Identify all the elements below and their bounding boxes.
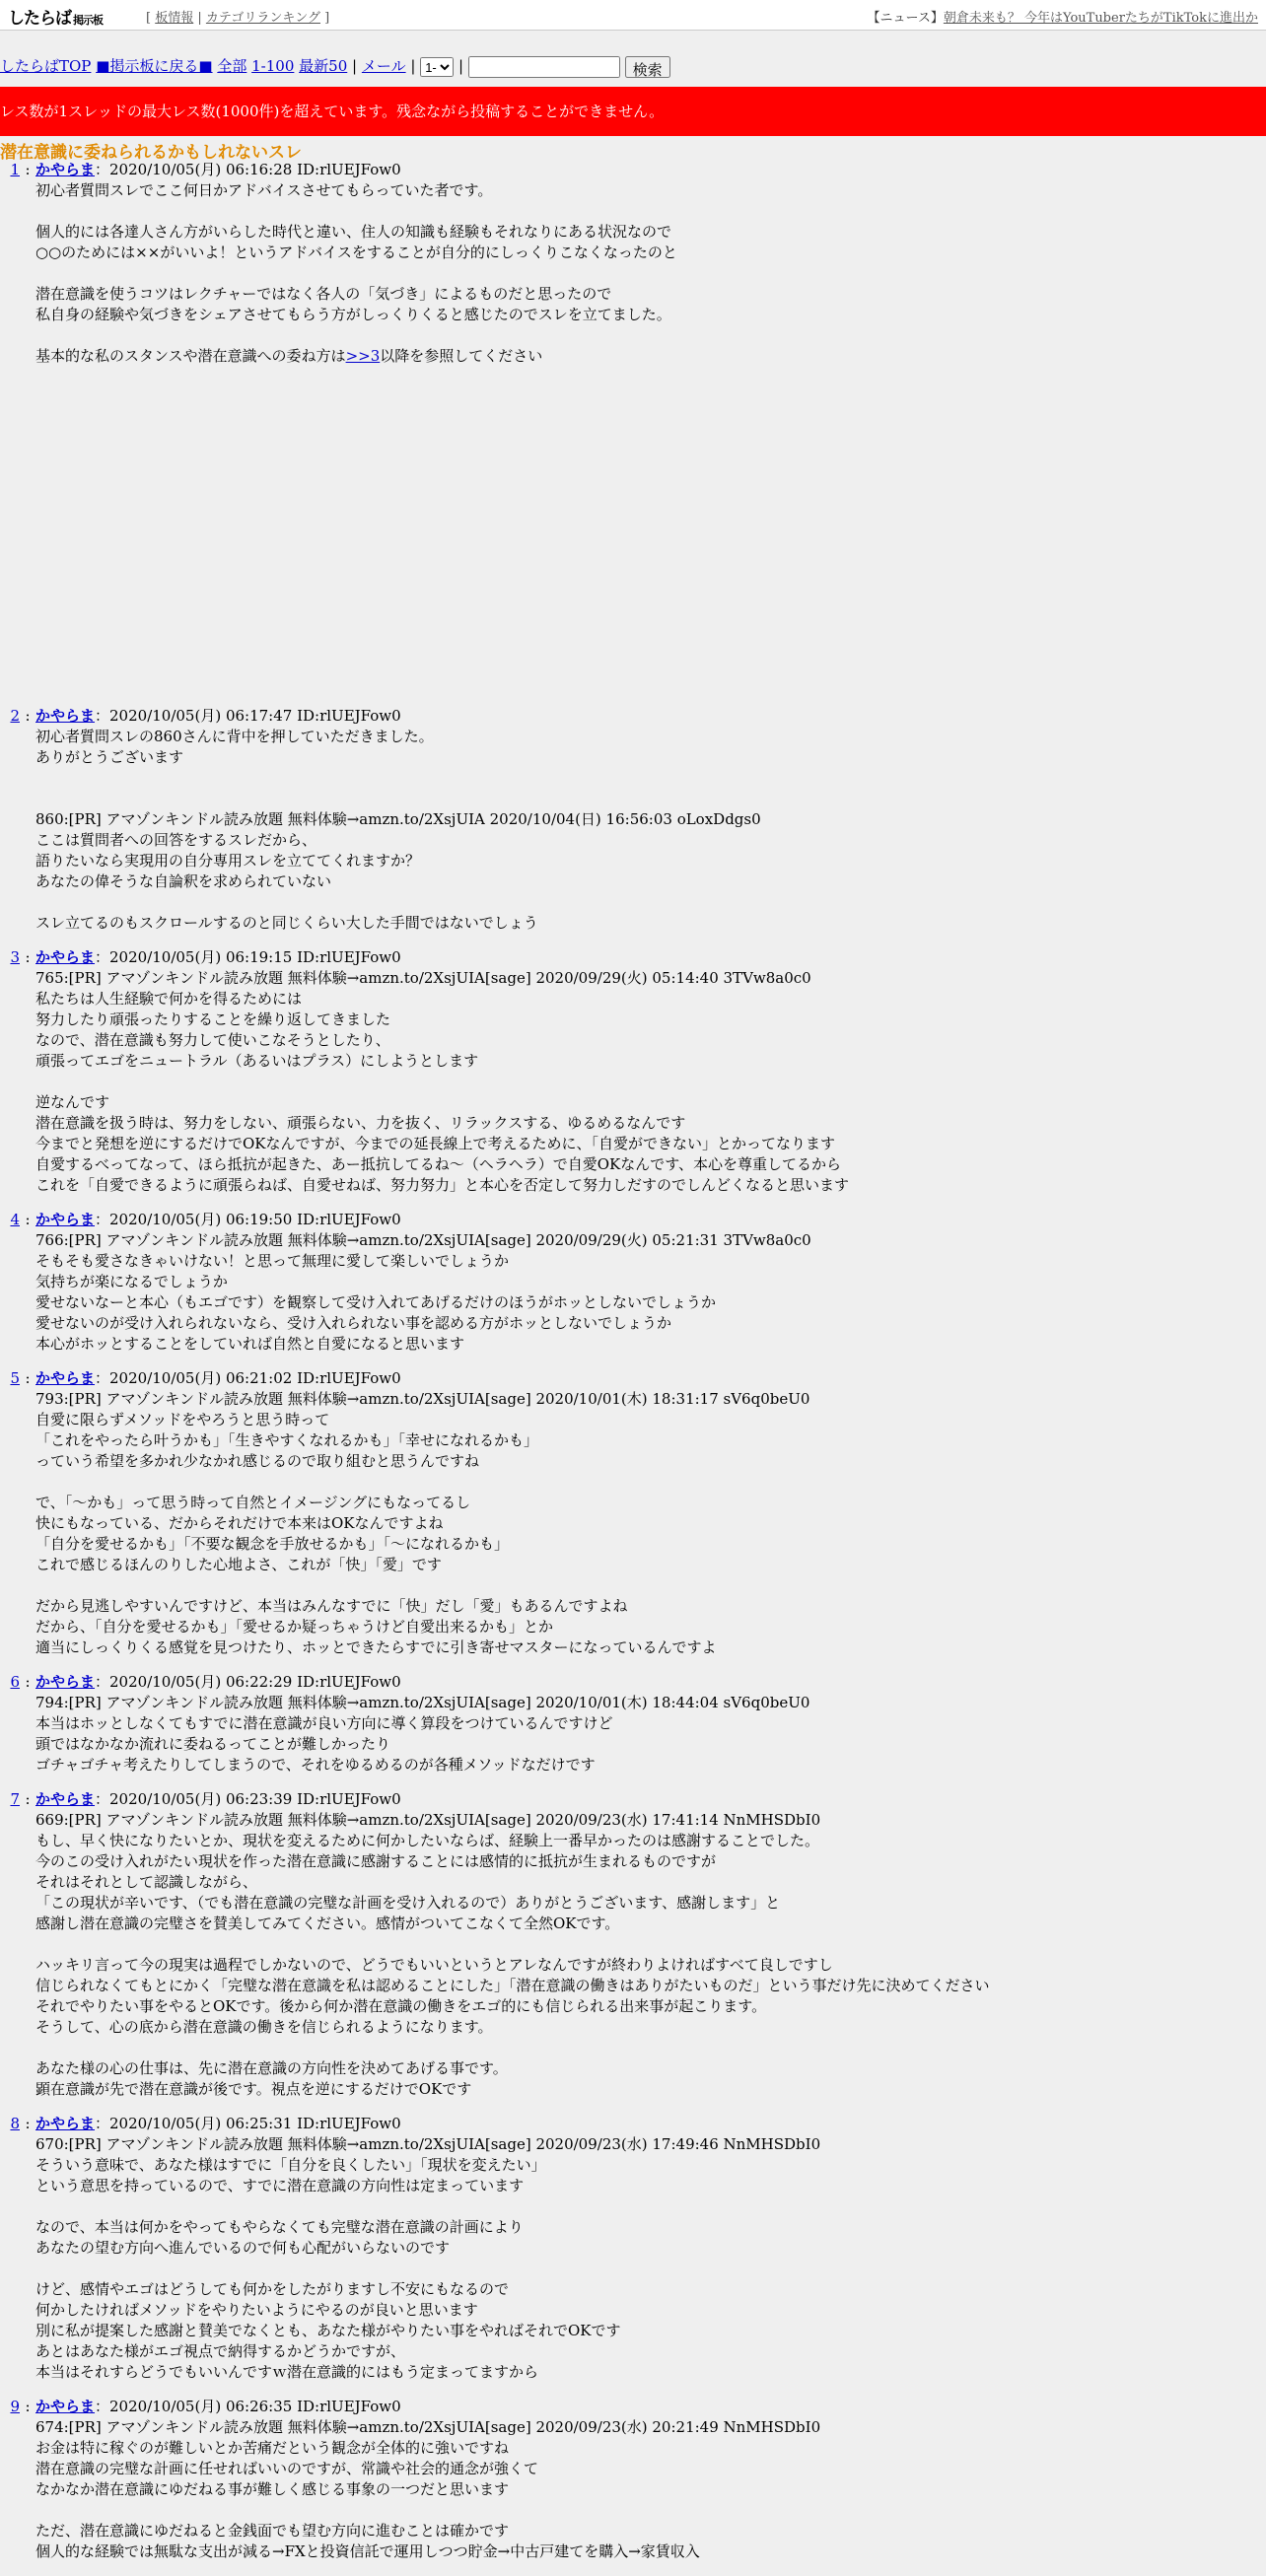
post-body: 670:[PR] アマゾンキンドル読み放題 無料体験→amzn.to/2XsjUIA[sage] 2020/09/23(水) 17:49:46 NnMHSDbI0 そういう意味で、あなた様はすでに「自分を良くしたい」「現状を変えたい」 という意思を持っているので、すでに潜在意識の方向性は定まっています なので、本当は何かをやってもやらなくても完璧な潜在意識の計画により あなたの望む方向へ進んでいるので何も心配がいらないのです けど、感情やエゴはどうしても何かをしたがりますし不安にもなるので 何かしたければメソッドをやりたいようにやるのが良いと思います 別に私が提案した感謝と賛美でなくとも、あなた様がやりたい事をやればそれでOKです あとはあなた様がエゴ視点で納得するかどうかですが、 本当はそれすらどうでもいいんですｗ潜在意識的にはもう定まってますから (35, 2135, 821, 2381)
nav-board-info[interactable]: 板情報 (155, 11, 194, 26)
post-meta: ：2020/10/05(月) 06:22:29 ID:rlUEJFow0 (95, 1673, 401, 1691)
post-author[interactable]: かやらま (35, 2115, 96, 2132)
post-header (0, 1210, 1266, 1230)
post-header (0, 160, 1266, 180)
post-colon: : (25, 948, 31, 966)
post-body: 793:[PR] アマゾンキンドル読み放題 無料体験→amzn.to/2XsjUIA[sage] 2020/10/01(木) 18:31:17 sV6q0beU0 自愛に限らずメソッドをやろうと思う時って 「これをやったら叶うかも」「生きやすくなれるかも」「幸せになれるかも」 っていう希望を多かれ少なかれ感じるので取り組むと思うんですね で、「～かも」って思う時って自然とイメージングにもなってるし 快にもなっている、だからそれだけで本来はOKなんですよね 「自分を愛せるかも」「不要な観念を手放せるかも」「～になれるかも」 これで感じるほんのりした心地よさ、これが「快」「愛」です だから見逃しやすいんですけど、本当はみんなすでに「快」だし「愛」もあるんですよね だから、「自分を愛せるかも」「愛せるか疑っちゃうけど自愛出来るかも」とか 適当にしっくりくる感覚を見つけたり、ホッとできたらすでに引き寄せマスターになっているんですよ (35, 1390, 810, 1656)
post-colon: : (25, 1369, 31, 1387)
post-meta: ：2020/10/05(月) 06:17:47 ID:rlUEJFow0 (95, 707, 401, 725)
post-author[interactable]: かやらま (35, 161, 96, 178)
nav-separator: | (457, 57, 464, 75)
post-header (0, 1672, 1266, 1693)
news-ticker (868, 7, 1259, 26)
post-header (0, 706, 1266, 727)
post-header (0, 1368, 1266, 1389)
post-colon: : (25, 161, 31, 178)
post-header (0, 1789, 1266, 1810)
post-body (35, 180, 1266, 367)
site-logo[interactable] (8, 4, 103, 29)
post-header (0, 947, 1266, 968)
post-author[interactable]: かやらま (35, 948, 96, 966)
post-meta: ：2020/10/05(月) 06:26:35 ID:rlUEJFow0 (95, 2398, 401, 2415)
thread-nav (0, 55, 670, 78)
post-meta: ：2020/10/05(月) 06:21:02 ID:rlUEJFow0 (95, 1369, 401, 1387)
post-author[interactable]: かやらま (35, 707, 96, 725)
post-author[interactable]: かやらま (35, 1211, 96, 1228)
post-text-tail: 以降を参照してください (380, 347, 543, 365)
thread-title: 潜在意識に委ねられるかもしれないスレ (0, 143, 302, 163)
post-meta: ：2020/10/05(月) 06:23:39 ID:rlUEJFow0 (95, 1790, 401, 1808)
post-body: 669:[PR] アマゾンキンドル読み放題 無料体験→amzn.to/2XsjUIA[sage] 2020/09/23(水) 17:41:14 NnMHSDbI0 もし、早く快になりたいとか、現状を変えるために何かしたいならば、経験上一番早かったのは感謝することでした。 今のこの受け入れがたい現状を作った潜在意識に感謝することには感情的に抵抗が生まれるものですが それはそれとして認識しながら、 「この現状が辛いです、（でも潜在意識の完璧な計画を受け入れるので）ありがとうございます、感謝します」と 感謝し潜在意識の完璧さを賛美してみてください。感情がついてこなくて全然OKです。 ハッキリ言って今の現実は過程でしかないので、どうでもいいというとアレなんですが終わりよければすべて良しですし 信じられなくてもとにかく「完璧な潜在意識を私は認めることにした」「潜在意識の働きはありがたいものだ」という事だけ先に決めてください それでやりたい事をやるとOKです。後から何か潜在意識の働きをエゴ的にも信じられる出来事が起こります。 そうして、心の底から潜在意識の働きを信じられるようになります。 あなた様の心の仕事は、先に潜在意識の方向性を決めてあげる事です。 顕在意識が先で潜在意識が後です。視点を逆にするだけでOKです (35, 1811, 990, 2098)
post-colon: : (25, 2398, 31, 2415)
post-number[interactable]: 1 (10, 161, 20, 178)
post (0, 1368, 1266, 1658)
post-header (0, 2114, 1266, 2134)
logo-text: したらば (8, 9, 71, 29)
post-meta: ：2020/10/05(月) 06:19:50 ID:rlUEJFow0 (95, 1211, 401, 1228)
post (0, 2397, 1266, 2562)
nav-bracket-close: ] (324, 11, 330, 26)
post-author[interactable]: かやらま (35, 1673, 96, 1691)
post-list (0, 160, 1266, 2576)
post-body: 766:[PR] アマゾンキンドル読み放題 無料体験→amzn.to/2XsjUIA[sage] 2020/09/29(火) 05:21:31 3TVw8a0c0 そもそも愛さなきゃいけない！と思って無理に愛して楽しいでしょうか 気持ちが楽になるでしょうか 愛せないなーと本心（もエゴです）を観察して受け入れてあげるだけのほうがホッとしないでしょうか 愛せないのが受け入れられないなら、受け入れられない事を認める方がホッとしないでしょうか 本心がホッとすることをしていれば自然と自愛になると思います (35, 1231, 811, 1353)
post-meta: ：2020/10/05(月) 06:25:31 ID:rlUEJFow0 (95, 2115, 401, 2132)
ad-space (0, 367, 1266, 692)
post (0, 160, 1266, 692)
post-author[interactable]: かやらま (35, 2398, 96, 2415)
shitaraba-top-link[interactable]: したらばTOP (0, 57, 92, 75)
logo-subtext: 掲示板 (73, 14, 103, 27)
nav-bracket-open: [ (146, 11, 152, 26)
post-number[interactable]: 2 (10, 707, 20, 725)
all-posts-link[interactable]: 全部 (217, 57, 247, 75)
search-input[interactable] (468, 56, 620, 78)
post (0, 706, 1266, 934)
post (0, 2114, 1266, 2383)
latest-link[interactable]: 最新50 (299, 57, 348, 75)
top-bar (0, 0, 1266, 31)
nav-separator: | (410, 57, 416, 75)
anchor-link[interactable]: >>3 (345, 347, 381, 365)
post-colon: : (25, 1673, 31, 1691)
post-number[interactable]: 5 (10, 1369, 20, 1387)
post-body: 794:[PR] アマゾンキンドル読み放題 無料体験→amzn.to/2XsjUIA[sage] 2020/10/01(木) 18:44:04 sV6q0beU0 本当はホッとしなくてもすでに潜在意識が良い方向に導く算段をつけているんですけど 頭ではなかなか流れに委ねるってことが難しかったり ゴチャゴチャ考えたりしてしまうので、それをゆるめるのが各種メソッドなだけです (35, 1694, 810, 1774)
post (0, 1789, 1266, 2100)
search-button[interactable]: 検索 (625, 56, 670, 78)
post-text: 初心者質問スレでここ何日かアドバイスさせてもらっていた者です。 個人的には各達人さん方がいらした時代と違い、住人の知識も経験もそれなりにある状況なので ○○のためには××がいいよ！というアドバイスをすることが自分的にしっくりこなくなったのと 潜在意識を使うコツはレクチャーではなく各人の「気づき」によるものだと思ったので 私自身の経験や気づきをシェアさせてもらう方がしっくりくると感じたのでスレを立てました。 基本的な私のスタンスや潜在意識への委ね方は (35, 181, 677, 365)
post-colon: : (25, 2115, 31, 2132)
post-limit-alert: レス数が1スレッドの最大レス数(1000件)を超えています。残念ながら投稿することができません。 (0, 87, 1266, 136)
range-link[interactable]: 1-100 (251, 57, 295, 75)
mail-link[interactable]: メール (361, 57, 406, 75)
post-author[interactable]: かやらま (35, 1790, 96, 1808)
nav-separator: | (197, 11, 202, 26)
post-number[interactable]: 4 (10, 1211, 20, 1228)
news-link[interactable]: 朝倉未来も？ 今年はYouTuberたちがTikTokに進出か (943, 11, 1258, 26)
news-label: 【ニュース】 (867, 11, 944, 26)
post (0, 947, 1266, 1196)
post-number[interactable]: 6 (10, 1673, 20, 1691)
post-colon: : (25, 1211, 31, 1228)
post-colon: : (25, 707, 31, 725)
post-colon: : (25, 1790, 31, 1808)
post-number[interactable]: 8 (10, 2115, 20, 2132)
post-header (0, 2397, 1266, 2417)
post-number[interactable]: 3 (10, 948, 20, 966)
back-to-board-link[interactable]: ■掲示板に戻る■ (96, 57, 213, 75)
top-nav (146, 7, 329, 26)
post (0, 1672, 1266, 1775)
post-number[interactable]: 7 (10, 1790, 20, 1808)
post-number[interactable]: 9 (10, 2398, 20, 2415)
post-author[interactable]: かやらま (35, 1369, 96, 1387)
post-meta: ：2020/10/05(月) 06:16:28 ID:rlUEJFow0 (95, 161, 401, 178)
post-meta: ：2020/10/05(月) 06:19:15 ID:rlUEJFow0 (95, 948, 401, 966)
post-body: 674:[PR] アマゾンキンドル読み放題 無料体験→amzn.to/2XsjUIA[sage] 2020/09/23(水) 20:21:49 NnMHSDbI0 お金は特に稼ぐのが難しいとか苦痛だという観念が全体的に強いですね 潜在意識の完璧な計画に任せればいいのですが、常識や社会的通念が強くて なかなか潜在意識にゆだねる事が難しく感じる事象の一つだと思います ただ、潜在意識にゆだねると金銭面でも望む方向に進むことは確かです 個人的な経験では無駄な支出が減る→FXと投資信託で運用しつつ貯金→中古戸建てを購入→家賃収入 (35, 2418, 821, 2560)
post (0, 1210, 1266, 1355)
post-body: 初心者質問スレの860さんに背中を押していただきました。 ありがとうございます 860:[PR] アマゾンキンドル読み放題 無料体験→amzn.to/2XsjUIA 2020/10/04(日) 16:56:03 oLoxDdgs0 ここは質問者への回答をするスレだから、 語りたいなら実現用の自分専用スレを立ててくれますか？ あなたの偉そうな自論釈を求められていない スレ立てるのもスクロールするのと同じくらい大した手間ではないでしょう (35, 728, 761, 932)
nav-category-ranking[interactable]: カテゴリランキング (205, 11, 320, 26)
range-select[interactable] (420, 57, 454, 77)
post-body: 765:[PR] アマゾンキンドル読み放題 無料体験→amzn.to/2XsjUIA[sage] 2020/09/29(火) 05:14:40 3TVw8a0c0 私たちは人生経験で何かを得るためには 努力したり頑張ったりすることを繰り返してきました なので、潜在意識も努力して使いこなそうとしたり、 頑張ってエゴをニュートラル（あるいはプラス）にしようとします 逆なんです 潜在意識を扱う時は、努力をしない、頑張らない、力を抜く、リラックスする、ゆるめるなんです 今までと発想を逆にするだけでOKなんですが、今までの延長線上で考えるために、「自愛ができない」とかってなります 自愛するべってなって、ほら抵抗が起きた、あー抵抗してるね～（ヘラヘラ）で自愛OKなんです、本心を尊重してるから これを「自愛できるように頑張らねば、自愛せねば、努力努力」と本心を否定して努力しだすのでしんどくなると思います (35, 969, 850, 1194)
nav-separator: | (352, 57, 358, 75)
